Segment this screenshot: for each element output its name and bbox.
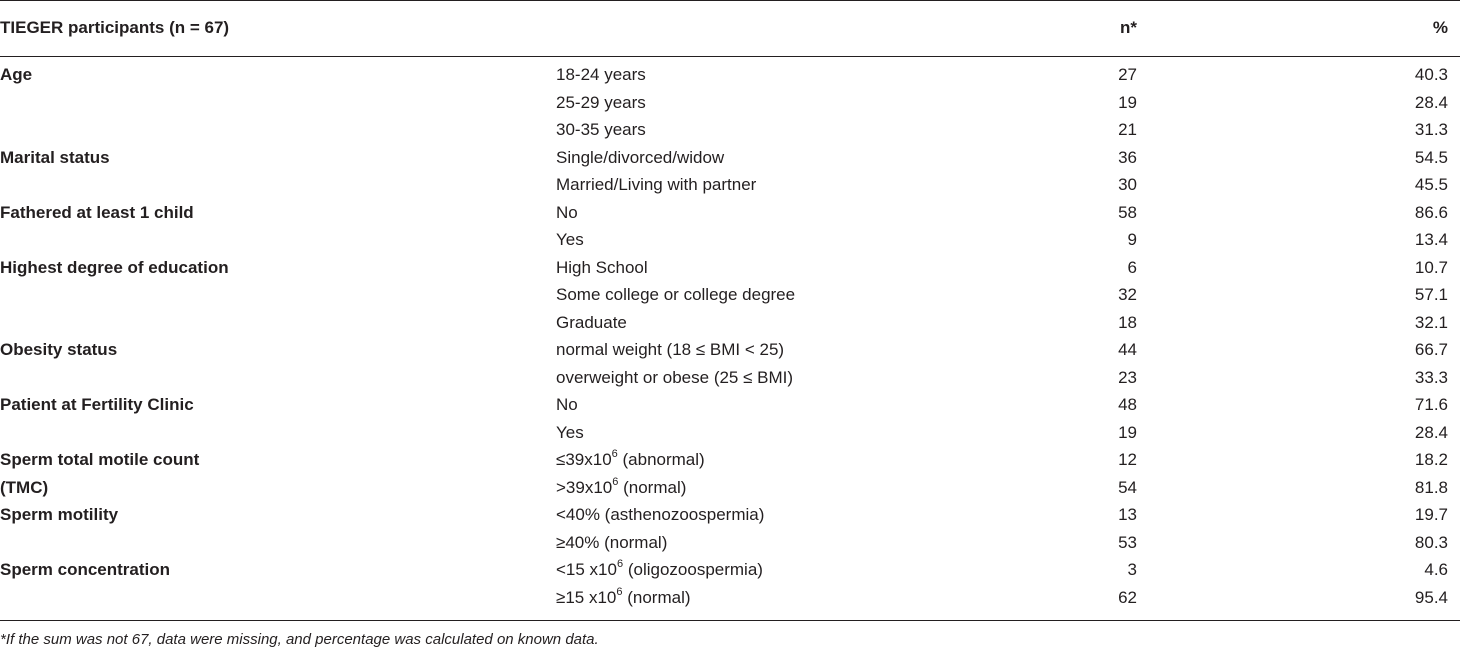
row-level [556,119,646,141]
table-row [0,64,1460,92]
row-level-suffix: (normal) [622,587,691,607]
table-row [0,587,1460,615]
row-n-value: 6 [1127,257,1137,277]
table-row [0,559,1460,587]
row-level-text: ≥15 x10 [556,587,617,607]
row-percent-value: 57.1 [1414,285,1448,304]
row-percent-value: 28.4 [1414,92,1448,112]
table-row [0,367,1460,395]
table-row [0,449,1460,477]
table-row [0,532,1460,560]
row-level [556,147,724,169]
row-level-suffix: (abnormal) [617,450,705,469]
row-level-text: ≥40% (normal) [556,532,668,552]
table-row [0,92,1460,120]
row-percent-value: 66.7 [1414,340,1448,359]
row-level-suffix: (normal) [618,477,687,497]
row-percent-value: 32.1 [1414,312,1448,332]
row-percent-value: 4.6 [1424,560,1448,579]
row-level-text: No [556,202,578,222]
row-level [556,312,627,334]
row-category: Obesity status [0,340,118,359]
row-level-text: 30-35 years [556,120,646,139]
row-n-value: 23 [1118,367,1137,387]
row-n-value: 44 [1118,340,1137,359]
row-level [556,284,795,306]
row-n-value: 27 [1118,65,1137,84]
row-level-text: Single/divorced/widow [556,147,725,167]
row-category: Marital status [0,147,110,167]
row-percent-value: 13.4 [1414,230,1448,249]
row-percent-value: 95.4 [1414,587,1448,607]
row-n-value: 53 [1118,532,1137,552]
row-level-text: Yes [556,422,584,442]
row-level [556,587,691,609]
row-level-text: 25-29 years [556,92,646,112]
row-n-value: 62 [1118,587,1137,607]
table-row [0,284,1460,312]
row-level [556,339,784,361]
row-level [556,174,756,196]
table-row [0,119,1460,147]
row-level-text: High School [556,257,648,277]
table-row [0,174,1460,202]
table-row [0,422,1460,450]
row-category: Sperm total motile count [0,450,200,469]
row-category: Fathered at least 1 child [0,202,194,222]
table-title-header: TIEGER participants (n = 67) [0,18,230,37]
row-category: Patient at Fertility Clinic [0,395,194,414]
row-n-value: 36 [1118,147,1137,167]
row-n-value: 58 [1118,202,1137,222]
table-row [0,202,1460,230]
percent-column-header: % [1432,18,1448,37]
row-level [556,449,705,471]
row-level-text: overweight or obese (25 ≤ BMI) [556,367,794,387]
row-n-value: 19 [1118,92,1137,112]
row-level-text: ≤39x10 [556,450,612,469]
row-level [556,92,646,114]
row-level [556,64,646,86]
row-level [556,202,578,224]
row-percent-value: 40.3 [1414,65,1448,84]
row-n-value: 30 [1118,175,1137,194]
row-level [556,422,584,444]
row-percent-value: 80.3 [1414,532,1448,552]
row-n-value: 21 [1118,120,1137,139]
row-level [556,367,793,389]
row-category: Sperm motility [0,505,119,524]
row-category: Age [0,65,33,84]
row-level [556,477,686,499]
row-category: (TMC) [0,477,49,497]
row-level-text: <40% (asthenozoospermia) [556,505,765,524]
row-level-text: Yes [556,230,584,249]
row-level [556,559,763,581]
row-level-exponent: 6 [616,585,623,598]
table-row [0,394,1460,422]
row-level [556,257,648,279]
row-n-value: 19 [1118,422,1137,442]
table-footnote: *If the sum was not 67, data were missing, and percentage was calculated on known data. [0,631,599,648]
row-n-value: 3 [1127,560,1137,579]
row-percent-value: 71.6 [1414,395,1448,414]
row-n-value: 9 [1127,230,1137,249]
row-category: Highest degree of education [0,257,229,277]
table-body [0,64,1460,614]
row-percent-value: 31.3 [1414,120,1448,139]
table-row [0,339,1460,367]
row-level-text: >39x10 [556,477,613,497]
row-percent-value: 45.5 [1414,175,1448,194]
table-row [0,504,1460,532]
row-level-text: Graduate [556,312,627,332]
table-row [0,312,1460,340]
table-row [0,477,1460,505]
row-level-suffix: (oligozoospermia) [623,560,763,579]
bottom-rule [0,620,1460,621]
row-level-exponent: 6 [612,475,619,488]
row-percent-value: 81.8 [1414,477,1448,497]
row-n-value: 13 [1118,505,1137,524]
row-level-exponent: 6 [611,448,618,461]
row-percent-value: 28.4 [1414,422,1448,442]
row-percent-value: 10.7 [1414,257,1448,277]
row-level-text: 18-24 years [556,65,646,84]
row-n-value: 32 [1118,285,1137,304]
row-percent-value: 33.3 [1414,367,1448,387]
row-percent-value: 54.5 [1414,147,1448,167]
row-level [556,532,667,554]
row-percent-value: 19.7 [1414,505,1448,524]
row-level-exponent: 6 [616,558,624,571]
row-level [556,394,578,416]
header-rule [0,56,1460,57]
row-percent-value: 18.2 [1414,450,1448,469]
row-level-text: normal weight (18 ≤ BMI < 25) [556,340,785,359]
n-column-header: n* [1120,18,1137,37]
row-level-text: <15 x10 [556,560,617,579]
row-category: Sperm concentration [0,560,171,579]
table-row [0,257,1460,285]
row-level [556,504,764,526]
row-n-value: 18 [1118,312,1137,332]
row-level [556,229,584,251]
row-percent-value: 86.6 [1414,202,1448,222]
row-level-text: Some college or college degree [556,285,796,304]
top-rule [0,0,1460,1]
row-level-text: Married/Living with partner [556,175,757,194]
row-n-value: 48 [1118,395,1137,414]
table-row [0,147,1460,175]
table-row [0,229,1460,257]
row-n-value: 54 [1118,477,1137,497]
row-n-value: 12 [1118,450,1137,469]
row-level-text: No [556,395,578,414]
